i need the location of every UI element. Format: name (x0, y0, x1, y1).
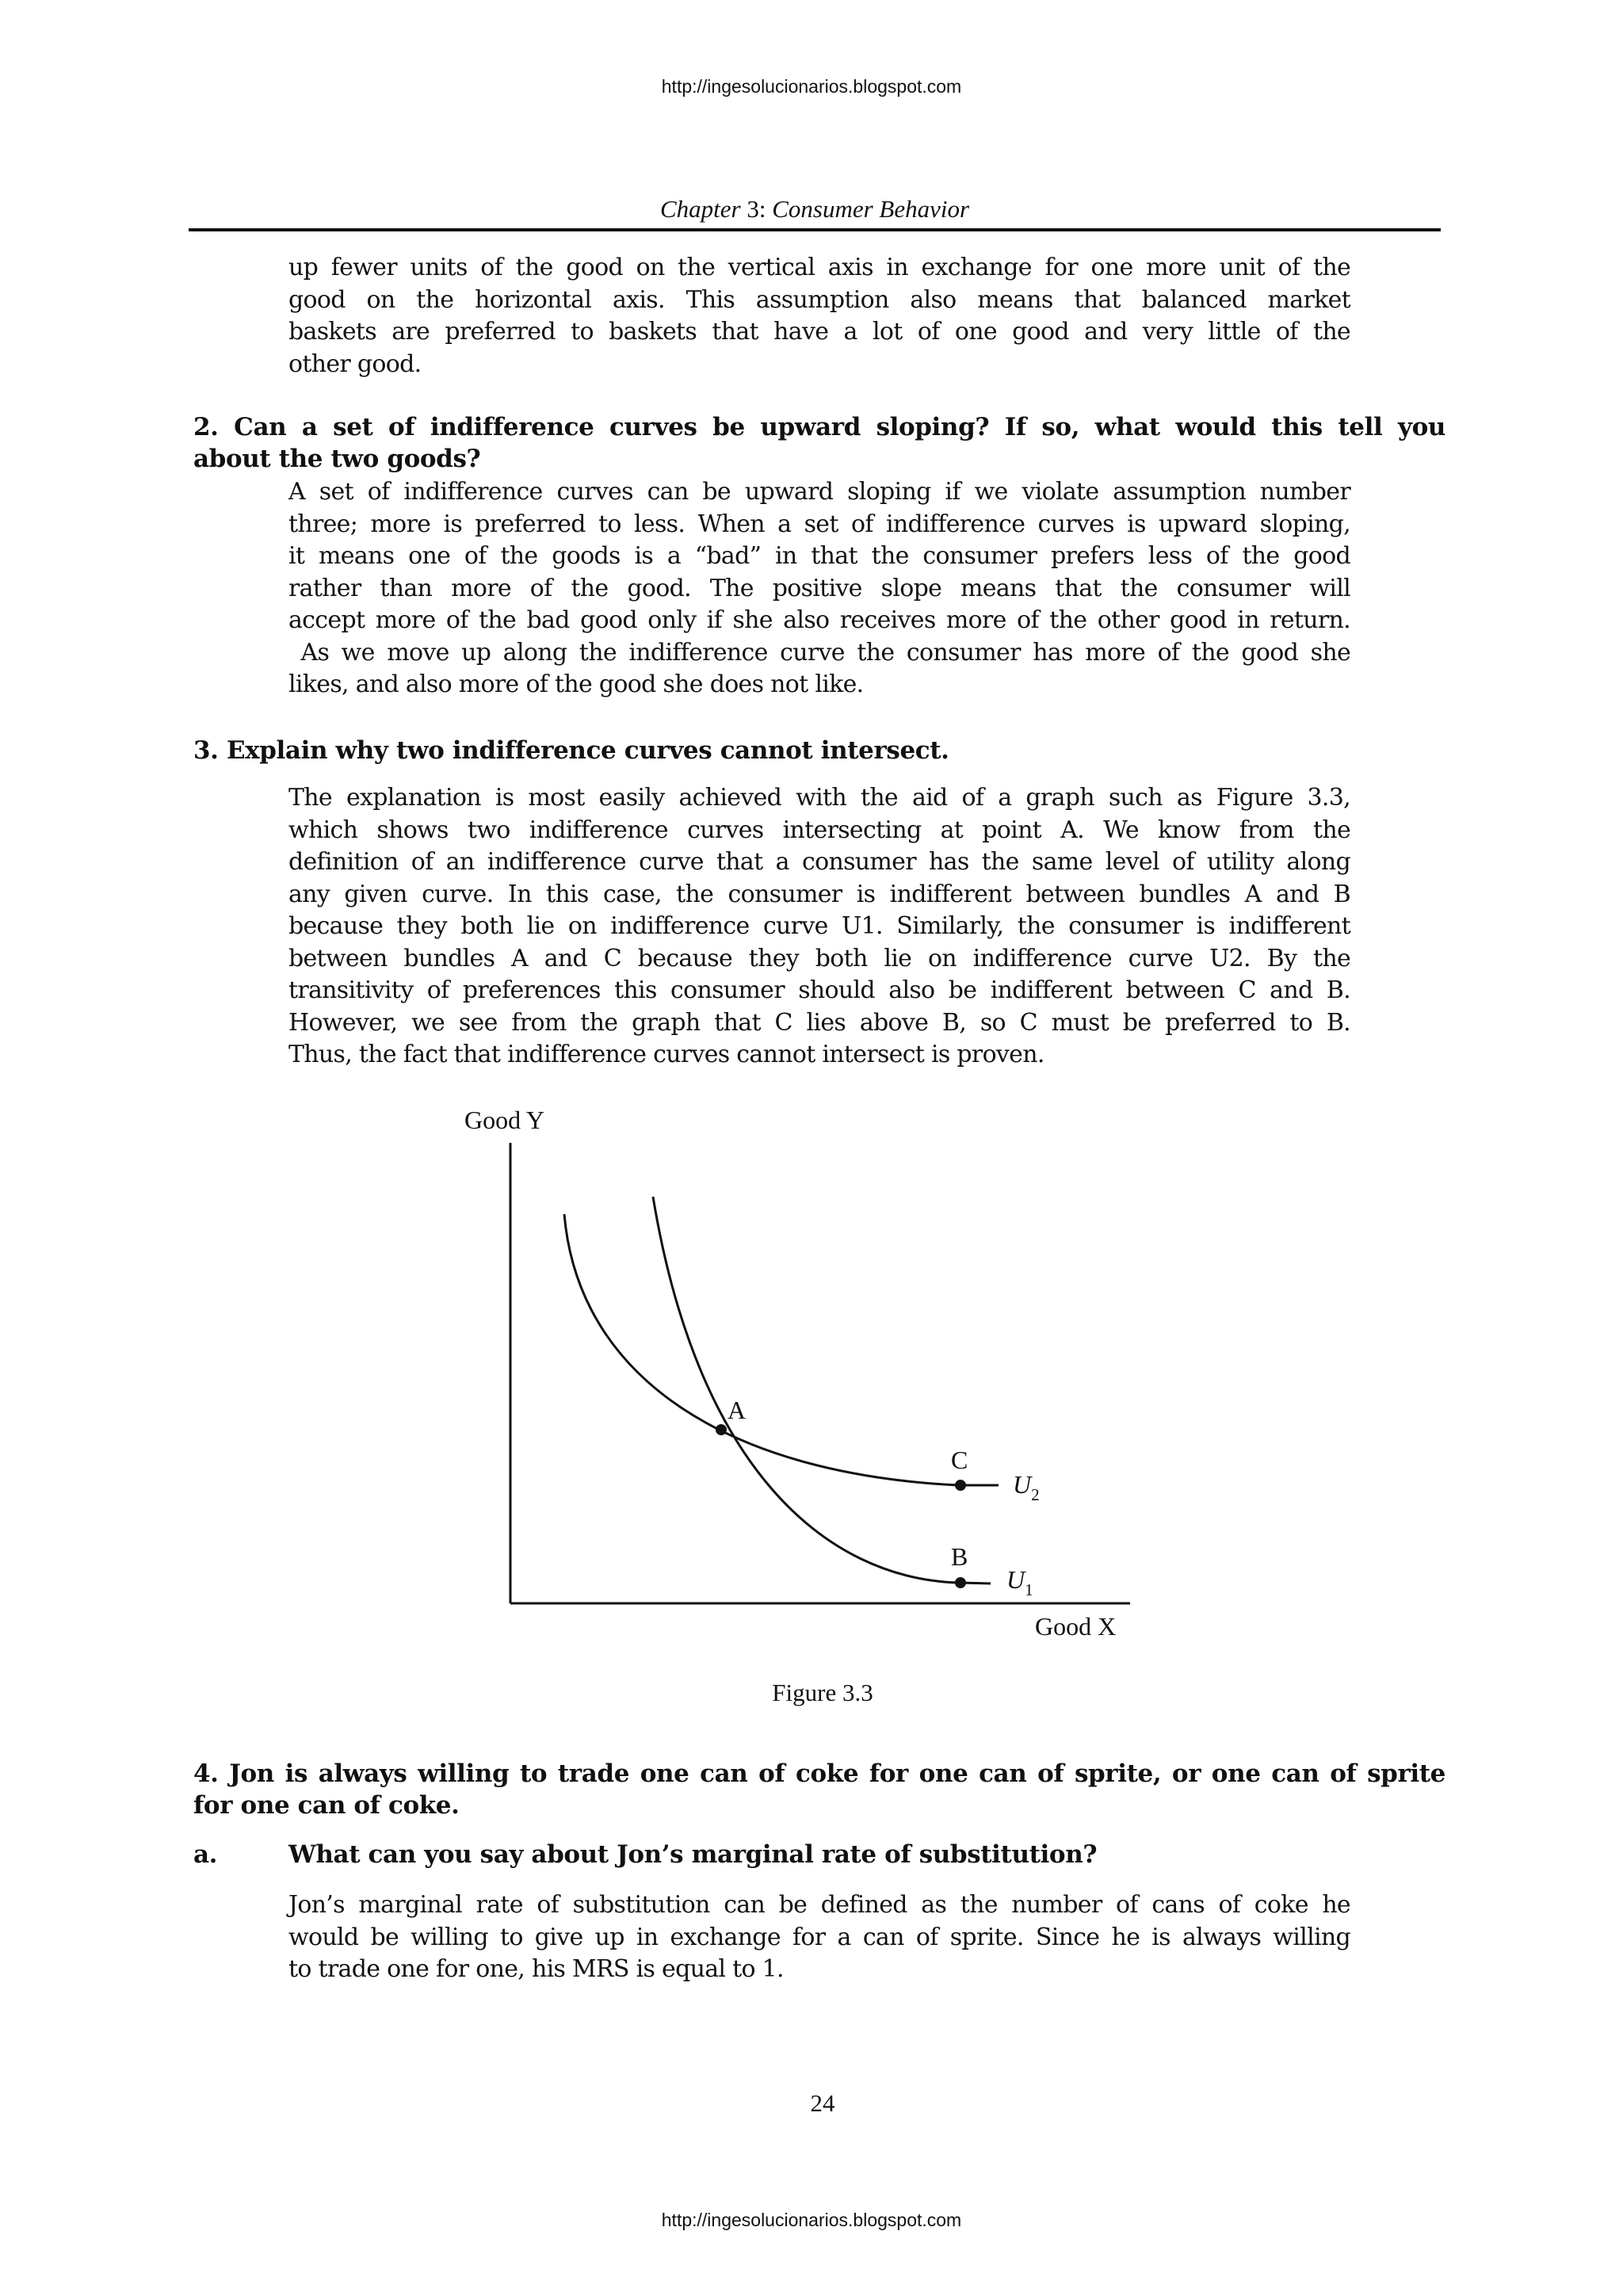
source-url-top[interactable]: http://ingesolucionarios.blogspot.com (661, 76, 962, 97)
answer-3 (288, 782, 1350, 1072)
part-a-question: What can you say about Jon’s marginal rate of substitution? (288, 1840, 1098, 1869)
text-line: other good. (288, 350, 422, 378)
question-line: 2. Can a set of indifference curves be upward sloping? If so, what would this tell you (193, 413, 1445, 441)
point-b-label: B (951, 1542, 968, 1571)
question-2 (193, 411, 1445, 475)
figure-caption: Figure 3.3 (772, 1679, 873, 1706)
y-axis-label: Good Y (464, 1106, 545, 1134)
text-line: any given curve. In this case, the consumer is indifferent between bundles A and B (288, 880, 1350, 908)
point-c (955, 1480, 966, 1491)
text-line: A set of indifference curves can be upward sloping if we violate assumption number (288, 478, 1350, 506)
text-line: Jon’s marginal rate of substitution can be defined as the number of cans of coke he (288, 1891, 1350, 1919)
header-chapter-word: Chapter (659, 195, 741, 223)
question-line: for one can of coke. (193, 1791, 460, 1820)
x-axis-label: Good X (1035, 1612, 1117, 1641)
header-rule (189, 228, 1441, 231)
answer-2 (288, 476, 1350, 701)
text-line: However, we see from the graph that C lies above B, so C must be preferred to B. (288, 1008, 1350, 1037)
page-number: 24 (810, 2089, 835, 2117)
question-4 (193, 1758, 1445, 1821)
text-line: As we move up along the indifference curve the consumer has more of the good she (288, 638, 1350, 667)
text-line: it means one of the goods is a “bad” in that the consumer prefers less of the good (288, 542, 1350, 570)
point-a (716, 1424, 727, 1435)
text-line: Thus, the fact that indifference curves cannot intersect is proven. (288, 1041, 1044, 1068)
text-line: would be willing to give up in exchange for a can of sprite. Since he is always willing (288, 1923, 1350, 1951)
indifference-curve-figure (444, 1094, 1157, 1648)
text-line: rather than more of the good. The positive slope means that the consumer will (288, 574, 1350, 602)
text-line: baskets are preferred to baskets that have a lot of one good and very little of the (288, 318, 1350, 346)
text-line: to trade one for one, his MRS is equal to 1. (288, 1955, 784, 1983)
indifference-curve-u2 (564, 1214, 999, 1485)
text-line: between bundles A and C because they both lie on indifference curve U2. By the (288, 944, 1350, 972)
curve-u2-letter: U (1013, 1470, 1032, 1499)
curve-u1-subscript: 1 (1025, 1580, 1033, 1599)
text-line: accept more of the bad good only if she also receives more of the other good in return. (288, 606, 1350, 634)
curve-u2-subscript: 2 (1031, 1485, 1040, 1504)
source-url-bottom[interactable]: http://ingesolucionarios.blogspot.com (661, 2210, 962, 2230)
text-line: The explanation is most easily achieved with the aid of a graph such as Figure 3.3, (288, 784, 1350, 812)
text-line: transitivity of preferences this consumer should also be indifferent between C and B. (288, 976, 1350, 1004)
text-line: which shows two indifference curves intersecting at point A. We know from the (288, 816, 1350, 844)
header-chapter-number: 3 (747, 195, 759, 223)
curve-u2-label (1013, 1470, 1040, 1504)
question-line: 4. Jon is always willing to trade one can of coke for one can of sprite, or one can of sprite (193, 1759, 1445, 1788)
continuation-paragraph (288, 252, 1350, 380)
text-line: definition of an indifference curve that a consumer has the same level of utility along (288, 848, 1350, 876)
text-line: up fewer units of the good on the vertical axis in exchange for one more unit of the (288, 254, 1350, 281)
point-a-label: A (727, 1396, 747, 1424)
curve-u1-letter: U (1006, 1565, 1025, 1594)
curve-u1-label (1006, 1565, 1033, 1599)
question-line: about the two goods? (193, 445, 481, 473)
text-line: because they both lie on indifference curve U1. Similarly, the consumer is indifferent (288, 912, 1350, 940)
running-header: Chapter 3: Consumer Behavior (659, 195, 970, 223)
part-a-label: a. (193, 1840, 218, 1869)
text-line: three; more is preferred to less. When a set of indifference curves is upward sloping, (288, 510, 1350, 538)
text-line: good on the horizontal axis. This assumption also means that balanced market (288, 285, 1350, 314)
point-b (955, 1577, 966, 1588)
text-line: likes, and also more of the good she does not like. (288, 670, 864, 698)
question-3: 3. Explain why two indifference curves cannot intersect. (193, 736, 949, 765)
indifference-curve-u1 (653, 1197, 991, 1584)
header-chapter-title: Consumer Behavior (772, 195, 970, 223)
part-a-answer (288, 1889, 1350, 1986)
point-c-label: C (951, 1446, 968, 1474)
